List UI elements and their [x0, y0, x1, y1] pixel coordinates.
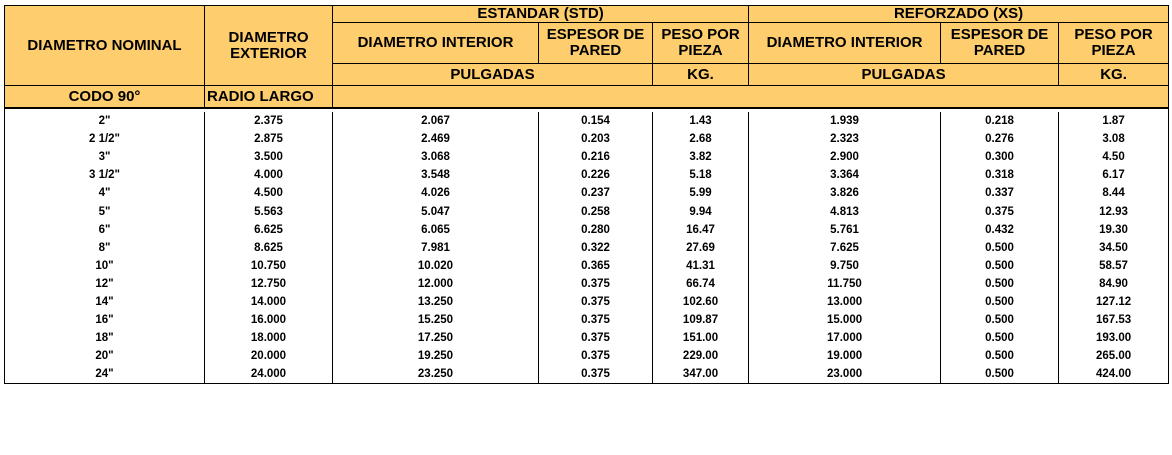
header-std-peso-pieza: PESO POR PIEZA: [653, 23, 749, 64]
cell-std-interior: 15.250: [333, 311, 539, 329]
cell-xs-peso: 127.12: [1059, 293, 1169, 311]
cell-xs-peso: 265.00: [1059, 347, 1169, 365]
cell-xs-peso: 12.93: [1059, 202, 1169, 220]
table-row: [5, 293, 1169, 311]
cell-std-espesor: 0.375: [539, 329, 653, 347]
cell-xs-espesor: 0.276: [941, 130, 1059, 148]
table-row: [5, 166, 1169, 184]
cell-xs-espesor: 0.500: [941, 329, 1059, 347]
cell-exterior: 3.500: [205, 148, 333, 166]
cell-xs-peso: 58.57: [1059, 257, 1169, 275]
table-row: [5, 148, 1169, 166]
cell-std-interior: 3.068: [333, 148, 539, 166]
cell-xs-espesor: 0.500: [941, 293, 1059, 311]
cell-exterior: 12.750: [205, 275, 333, 293]
cell-std-espesor: 0.226: [539, 166, 653, 184]
header-xs-unit-pulgadas: PULGADAS: [749, 64, 1059, 86]
cell-exterior: 16.000: [205, 311, 333, 329]
cell-std-interior: 2.469: [333, 130, 539, 148]
cell-xs-interior: 23.000: [749, 365, 941, 384]
cell-xs-espesor: 0.300: [941, 148, 1059, 166]
table-row: [5, 202, 1169, 220]
cell-xs-espesor: 0.337: [941, 184, 1059, 202]
cell-std-espesor: 0.375: [539, 365, 653, 384]
cell-nominal: 3": [5, 148, 205, 166]
cell-exterior: 8.625: [205, 239, 333, 257]
cell-std-espesor: 0.237: [539, 184, 653, 202]
table-row: [5, 347, 1169, 365]
header-std-unit-kg: KG.: [653, 64, 749, 86]
cell-exterior: 4.500: [205, 184, 333, 202]
header-std-unit-pulgadas: PULGADAS: [333, 64, 653, 86]
cell-std-peso: 3.82: [653, 148, 749, 166]
cell-nominal: 18": [5, 329, 205, 347]
cell-std-espesor: 0.365: [539, 257, 653, 275]
header-blank-band: [333, 86, 1169, 109]
cell-xs-interior: 11.750: [749, 275, 941, 293]
cell-xs-interior: 2.900: [749, 148, 941, 166]
cell-exterior: 18.000: [205, 329, 333, 347]
cell-std-peso: 109.87: [653, 311, 749, 329]
cell-std-peso: 1.43: [653, 112, 749, 130]
cell-nominal: 5": [5, 202, 205, 220]
cell-xs-espesor: 0.432: [941, 221, 1059, 239]
cell-std-peso: 2.68: [653, 130, 749, 148]
cell-exterior: 5.563: [205, 202, 333, 220]
cell-nominal: 24": [5, 365, 205, 384]
cell-std-espesor: 0.322: [539, 239, 653, 257]
cell-exterior: 2.875: [205, 130, 333, 148]
pipe-elbow-table-container: [4, 5, 1168, 384]
cell-xs-espesor: 0.500: [941, 257, 1059, 275]
cell-xs-interior: 17.000: [749, 329, 941, 347]
table-row: [5, 365, 1169, 384]
cell-std-peso: 27.69: [653, 239, 749, 257]
cell-std-interior: 17.250: [333, 329, 539, 347]
cell-nominal: 4": [5, 184, 205, 202]
cell-xs-peso: 19.30: [1059, 221, 1169, 239]
cell-nominal: 2": [5, 112, 205, 130]
cell-xs-interior: 19.000: [749, 347, 941, 365]
cell-nominal: 12": [5, 275, 205, 293]
cell-xs-interior: 3.826: [749, 184, 941, 202]
cell-xs-peso: 1.87: [1059, 112, 1169, 130]
table-row: [5, 184, 1169, 202]
cell-std-peso: 347.00: [653, 365, 749, 384]
table-body: [5, 108, 1169, 384]
cell-xs-espesor: 0.218: [941, 112, 1059, 130]
cell-std-espesor: 0.375: [539, 311, 653, 329]
cell-xs-espesor: 0.500: [941, 347, 1059, 365]
cell-exterior: 20.000: [205, 347, 333, 365]
cell-std-interior: 5.047: [333, 202, 539, 220]
cell-xs-espesor: 0.500: [941, 239, 1059, 257]
cell-xs-espesor: 0.318: [941, 166, 1059, 184]
cell-xs-peso: 167.53: [1059, 311, 1169, 329]
cell-std-interior: 4.026: [333, 184, 539, 202]
header-radio-largo: RADIO LARGO: [205, 86, 333, 109]
cell-std-peso: 16.47: [653, 221, 749, 239]
cell-std-espesor: 0.375: [539, 347, 653, 365]
header-reforzado-xs: REFORZADO (XS): [749, 6, 1169, 23]
cell-std-peso: 9.94: [653, 202, 749, 220]
header-estandar-std: ESTANDAR (STD): [333, 6, 749, 23]
cell-std-peso: 66.74: [653, 275, 749, 293]
table-row: [5, 275, 1169, 293]
cell-std-espesor: 0.154: [539, 112, 653, 130]
cell-xs-interior: 3.364: [749, 166, 941, 184]
cell-xs-interior: 2.323: [749, 130, 941, 148]
cell-xs-espesor: 0.500: [941, 365, 1059, 384]
header-std-espesor-pared: ESPESOR DE PARED: [539, 23, 653, 64]
cell-std-espesor: 0.203: [539, 130, 653, 148]
cell-std-espesor: 0.375: [539, 275, 653, 293]
cell-xs-peso: 424.00: [1059, 365, 1169, 384]
cell-xs-interior: 9.750: [749, 257, 941, 275]
cell-std-interior: 10.020: [333, 257, 539, 275]
cell-xs-peso: 34.50: [1059, 239, 1169, 257]
header-std-diametro-interior: DIAMETRO INTERIOR: [333, 23, 539, 64]
table-row: [5, 112, 1169, 130]
cell-std-espesor: 0.280: [539, 221, 653, 239]
cell-std-peso: 41.31: [653, 257, 749, 275]
cell-std-interior: 7.981: [333, 239, 539, 257]
table-row: [5, 221, 1169, 239]
cell-exterior: 10.750: [205, 257, 333, 275]
cell-xs-interior: 4.813: [749, 202, 941, 220]
cell-xs-peso: 84.90: [1059, 275, 1169, 293]
cell-nominal: 20": [5, 347, 205, 365]
table-row: [5, 311, 1169, 329]
table-row: [5, 329, 1169, 347]
cell-std-interior: 3.548: [333, 166, 539, 184]
cell-std-peso: 5.99: [653, 184, 749, 202]
cell-nominal: 14": [5, 293, 205, 311]
table-row: [5, 257, 1169, 275]
cell-nominal: 6": [5, 221, 205, 239]
header-codo-90: CODO 90°: [5, 86, 205, 109]
cell-nominal: 3 1/2": [5, 166, 205, 184]
header-xs-espesor-pared: ESPESOR DE PARED: [941, 23, 1059, 64]
cell-std-interior: 12.000: [333, 275, 539, 293]
cell-nominal: 2 1/2": [5, 130, 205, 148]
header-xs-diametro-interior: DIAMETRO INTERIOR: [749, 23, 941, 64]
cell-xs-interior: 7.625: [749, 239, 941, 257]
cell-std-peso: 5.18: [653, 166, 749, 184]
cell-exterior: 4.000: [205, 166, 333, 184]
cell-nominal: 16": [5, 311, 205, 329]
cell-xs-espesor: 0.500: [941, 311, 1059, 329]
cell-xs-espesor: 0.375: [941, 202, 1059, 220]
cell-exterior: 14.000: [205, 293, 333, 311]
header-diametro-exterior: DIAMETRO EXTERIOR: [205, 6, 333, 86]
cell-std-peso: 151.00: [653, 329, 749, 347]
table-row: [5, 130, 1169, 148]
cell-std-interior: 2.067: [333, 112, 539, 130]
cell-exterior: 2.375: [205, 112, 333, 130]
cell-xs-peso: 8.44: [1059, 184, 1169, 202]
table-row: [5, 239, 1169, 257]
header-diametro-nominal: DIAMETRO NOMINAL: [5, 6, 205, 86]
cell-std-interior: 13.250: [333, 293, 539, 311]
table-header: [5, 6, 1169, 109]
cell-xs-interior: 1.939: [749, 112, 941, 130]
cell-xs-peso: 4.50: [1059, 148, 1169, 166]
cell-std-espesor: 0.216: [539, 148, 653, 166]
cell-std-interior: 19.250: [333, 347, 539, 365]
cell-xs-interior: 5.761: [749, 221, 941, 239]
cell-xs-interior: 13.000: [749, 293, 941, 311]
cell-std-interior: 23.250: [333, 365, 539, 384]
cell-xs-peso: 3.08: [1059, 130, 1169, 148]
cell-xs-peso: 193.00: [1059, 329, 1169, 347]
cell-xs-peso: 6.17: [1059, 166, 1169, 184]
header-xs-peso-pieza: PESO POR PIEZA: [1059, 23, 1169, 64]
cell-std-interior: 6.065: [333, 221, 539, 239]
pipe-elbow-table: [4, 5, 1169, 384]
header-xs-unit-kg: KG.: [1059, 64, 1169, 86]
cell-xs-espesor: 0.500: [941, 275, 1059, 293]
cell-std-espesor: 0.375: [539, 293, 653, 311]
cell-std-espesor: 0.258: [539, 202, 653, 220]
cell-std-peso: 229.00: [653, 347, 749, 365]
cell-nominal: 10": [5, 257, 205, 275]
cell-exterior: 6.625: [205, 221, 333, 239]
cell-exterior: 24.000: [205, 365, 333, 384]
cell-xs-interior: 15.000: [749, 311, 941, 329]
cell-nominal: 8": [5, 239, 205, 257]
cell-std-peso: 102.60: [653, 293, 749, 311]
